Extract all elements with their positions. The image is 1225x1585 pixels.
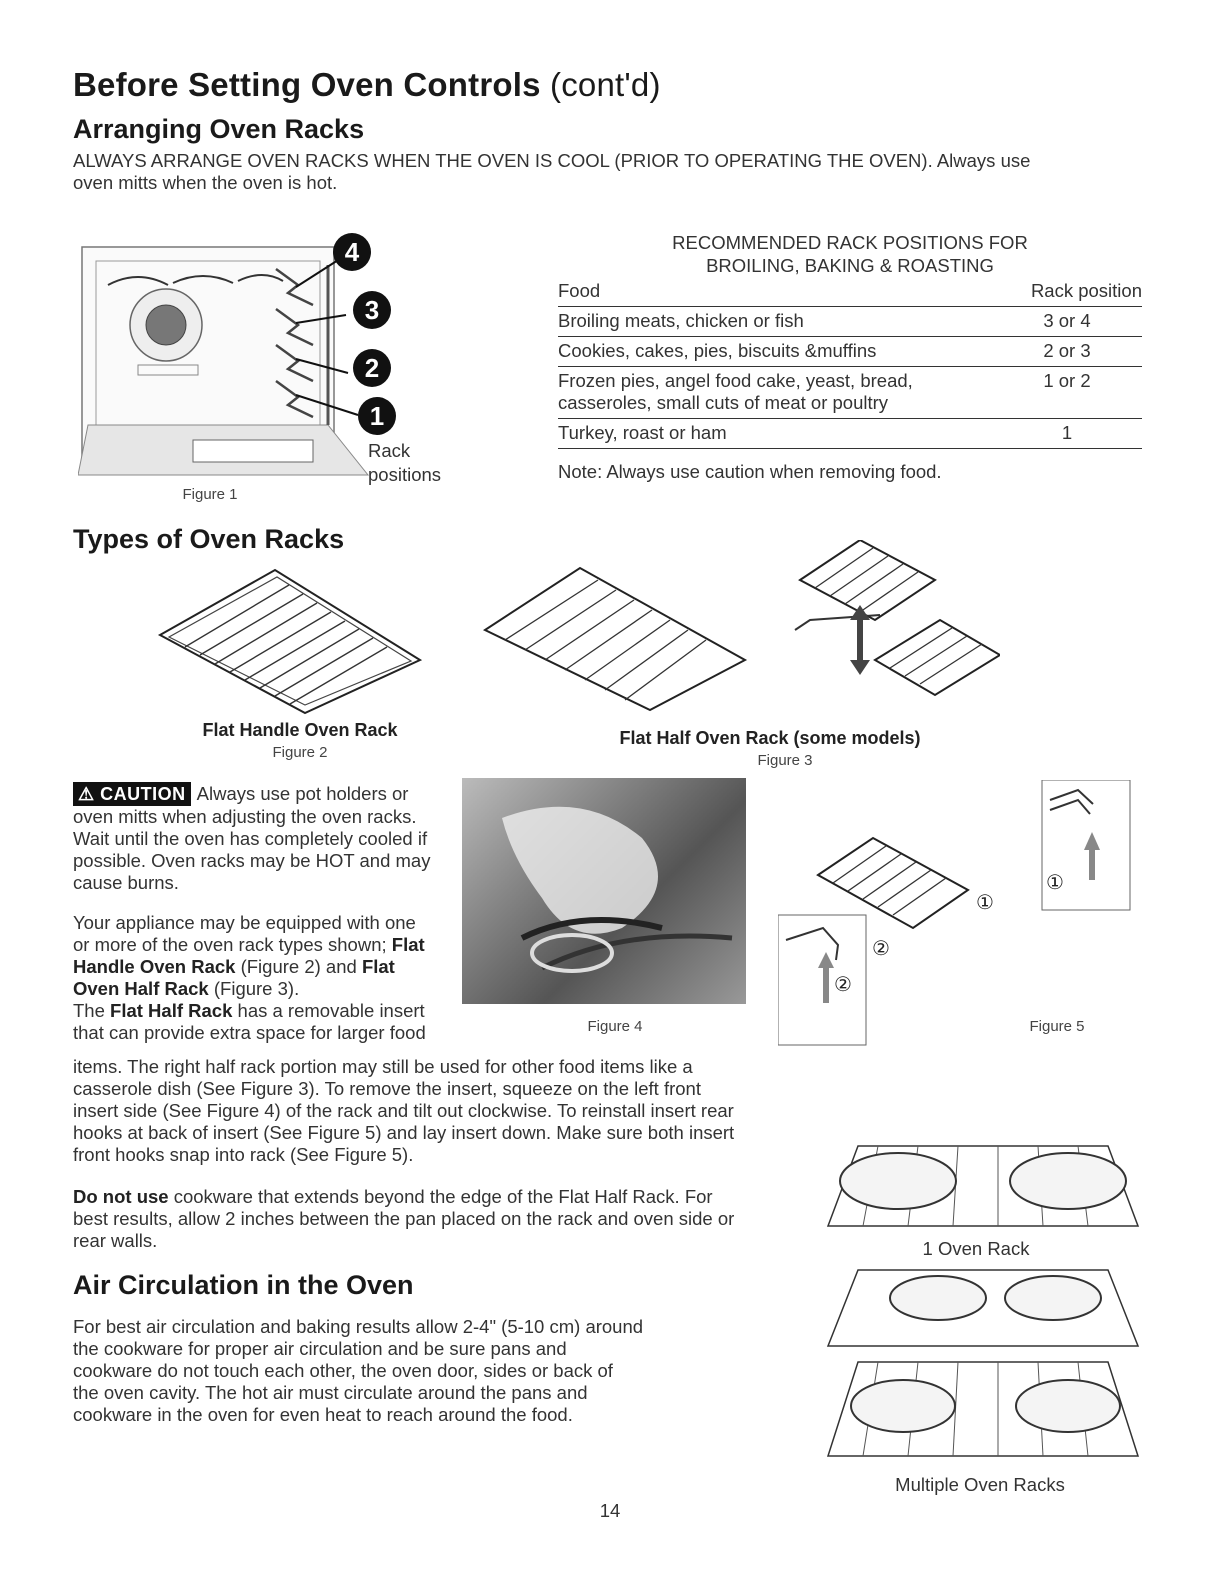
rack-marker-1: 1 bbox=[358, 397, 396, 435]
figure3-caption: Figure 3 bbox=[757, 752, 813, 769]
do-not-use-line: best results, allow 2 inches between the pan placed on the rack and oven side or bbox=[73, 1208, 735, 1229]
table-row bbox=[558, 419, 1142, 449]
caution-text: Always use pot holders or bbox=[196, 783, 409, 804]
rack-marker-3: 3 bbox=[353, 291, 391, 329]
caution-badge-text: CAUTION bbox=[100, 784, 186, 804]
photo-drawing bbox=[462, 778, 746, 1004]
table-row bbox=[558, 337, 1142, 367]
half-rack-line: front hooks snap into rack (See Figure 5). bbox=[73, 1144, 414, 1165]
page-number: 14 bbox=[599, 1500, 621, 1521]
table-cell-position: 1 or 2 bbox=[992, 367, 1142, 419]
table-cell-food: Cookies, cakes, pies, biscuits &muffins bbox=[558, 337, 992, 367]
title-suffix: (cont'd) bbox=[550, 66, 661, 103]
half-rack-paragraph bbox=[73, 1056, 833, 1166]
equipped-text: or more of the oven rack types shown; bbox=[73, 934, 387, 955]
equipped-text: (Figure 3). bbox=[213, 978, 300, 999]
figure4-photo-hand-removing-insert bbox=[462, 778, 746, 1004]
do-not-use-paragraph bbox=[73, 1186, 833, 1252]
equipped-bold: Flat bbox=[391, 934, 425, 955]
rack-label-line: positions bbox=[368, 464, 442, 485]
half-rack-text: has a removable insert bbox=[237, 1000, 425, 1021]
do-not-use-bold: Do not use bbox=[73, 1186, 169, 1207]
half-rack-line: hooks at back of insert (See Figure 5) and lay insert down. Make sure both insert bbox=[73, 1122, 735, 1143]
marker-1: ① bbox=[976, 892, 994, 914]
do-not-use-line: rear walls. bbox=[73, 1230, 158, 1251]
caution-line: possible. Oven racks may be HOT and may bbox=[73, 850, 431, 871]
equipped-line bbox=[73, 978, 473, 1000]
half-rack-line: insert side (See Figure 4) of the rack and tilt out clockwise. To reinstall insert rear bbox=[73, 1100, 734, 1121]
intro-line: oven mitts when the oven is hot. bbox=[73, 172, 338, 193]
equipped-paragraph bbox=[73, 912, 473, 1044]
arranging-heading: Arranging Oven Racks bbox=[73, 114, 365, 144]
air-line: For best air circulation and baking results allow 2-4" (5-10 cm) around bbox=[73, 1316, 644, 1337]
intro-line: ALWAYS ARRANGE OVEN RACKS WHEN THE OVEN IS COOL (PRIOR TO OPERATING THE OVEN). Always use bbox=[73, 150, 1031, 171]
table-cell-food: Turkey, roast or ham bbox=[558, 419, 992, 449]
figure3-title: Flat Half Oven Rack (some models) bbox=[619, 728, 921, 748]
multi-rack-drawing bbox=[818, 1266, 1148, 1462]
table-cell-food-line: Frozen pies, angel food cake, yeast, bread, bbox=[558, 370, 913, 391]
section-heading-types bbox=[73, 524, 344, 555]
section-heading-arranging bbox=[73, 114, 364, 145]
insert-hooks-drawing bbox=[778, 780, 1138, 1048]
air-paragraph bbox=[73, 1316, 773, 1426]
section-heading-air bbox=[73, 1270, 414, 1301]
figure5-caption: Figure 5 bbox=[1029, 1018, 1085, 1035]
equipped-line: Your appliance may be equipped with one bbox=[73, 912, 416, 933]
rack-label-line: Rack bbox=[368, 440, 411, 461]
figure4-caption: Figure 4 bbox=[587, 1018, 643, 1035]
rack-marker-4: 4 bbox=[333, 233, 371, 271]
table-title-line: RECOMMENDED RACK POSITIONS FOR bbox=[672, 232, 1028, 253]
equipped-text: (Figure 2) and bbox=[240, 956, 357, 977]
table-cell-food: Broiling meats, chicken or fish bbox=[558, 307, 992, 337]
half-rack-first-line bbox=[73, 1000, 473, 1022]
one-rack-drawing bbox=[818, 1136, 1148, 1236]
caution-line: Wait until the oven has completely cooled if bbox=[73, 828, 428, 849]
table-header-position: Rack position bbox=[1030, 280, 1142, 301]
equipped-line bbox=[73, 956, 473, 978]
half-rack-line: casserole dish (See Figure 3). To remove the insert, squeeze on the left front bbox=[73, 1078, 701, 1099]
air-line: cookware do not touch each other, the oven door, sides or back of bbox=[73, 1360, 613, 1381]
table-row bbox=[558, 307, 1142, 337]
air-line: cookware in the oven for even heat to reach around the food. bbox=[73, 1404, 573, 1425]
table-note: Note: Always use caution when removing food. bbox=[558, 461, 942, 482]
half-rack-line: that can provide extra space for larger food bbox=[73, 1022, 426, 1043]
half-rack-drawing bbox=[480, 540, 1000, 720]
half-rack-bold: Flat Half Rack bbox=[110, 1000, 233, 1021]
do-not-use-text: cookware that extends beyond the edge of the Flat Half Rack. For bbox=[173, 1186, 713, 1207]
table-cell-position: 3 or 4 bbox=[992, 307, 1142, 337]
one-rack-caption: 1 Oven Rack bbox=[922, 1238, 1030, 1259]
rack-positions-table-block bbox=[558, 231, 1142, 483]
equipped-line bbox=[73, 934, 473, 956]
equipped-bold: Oven Half Rack bbox=[73, 978, 209, 999]
arranging-intro bbox=[73, 150, 1153, 194]
title-text: Before Setting Oven Controls bbox=[73, 66, 541, 103]
rack-positions-label bbox=[368, 439, 441, 487]
half-rack-line: items. The right half rack portion may still be used for other food items like a bbox=[73, 1056, 693, 1077]
table-cell-food bbox=[558, 367, 992, 419]
types-heading: Types of Oven Racks bbox=[73, 524, 345, 554]
multiple-racks-caption: Multiple Oven Racks bbox=[895, 1474, 1065, 1495]
table-cell-position: 1 bbox=[992, 419, 1142, 449]
rack-marker-2: 2 bbox=[353, 349, 391, 387]
figure2-flat-handle-rack bbox=[155, 565, 425, 715]
table-title-line: BROILING, BAKING & ROASTING bbox=[706, 255, 994, 276]
caution-line: oven mitts when adjusting the oven racks. bbox=[73, 806, 417, 827]
caution-block bbox=[73, 782, 473, 894]
multiple-racks-pans-illustration bbox=[818, 1266, 1148, 1462]
figure3-half-rack bbox=[480, 540, 1000, 720]
equipped-bold: Flat bbox=[361, 956, 395, 977]
figure5-insert-hooks bbox=[778, 780, 1138, 1048]
caution-badge: ⚠ CAUTION bbox=[73, 782, 191, 806]
table-header-food: Food bbox=[558, 280, 601, 301]
rack-positions-table bbox=[558, 277, 1142, 449]
half-rack-text: The bbox=[73, 1000, 105, 1021]
table-header-row bbox=[558, 277, 1142, 307]
table-row bbox=[558, 367, 1142, 419]
flat-rack-drawing bbox=[155, 565, 425, 715]
marker-2: ② bbox=[872, 938, 890, 960]
one-rack-pans-illustration bbox=[818, 1136, 1148, 1236]
caution-line: cause burns. bbox=[73, 872, 179, 893]
figure1-caption: Figure 1 bbox=[182, 486, 238, 503]
air-heading: Air Circulation in the Oven bbox=[73, 1270, 414, 1300]
table-title bbox=[558, 231, 1142, 277]
page-title bbox=[73, 66, 661, 104]
figure2-caption: Figure 2 bbox=[272, 744, 328, 761]
air-line: the cookware for proper air circulation and be sure pans and bbox=[73, 1338, 567, 1359]
table-cell-food-line: casseroles, small cuts of meat or poultry bbox=[558, 392, 889, 413]
do-not-use-line bbox=[73, 1186, 833, 1208]
figure2-title: Flat Handle Oven Rack bbox=[202, 720, 398, 740]
table-cell-position: 2 or 3 bbox=[992, 337, 1142, 367]
marker-2-inset: ② bbox=[834, 974, 852, 996]
marker-1-inset: ① bbox=[1046, 872, 1064, 894]
air-line: the oven cavity. The hot air must circulate around the pans and bbox=[73, 1382, 588, 1403]
equipped-bold: Handle Oven Rack bbox=[73, 956, 236, 977]
caution-first-line bbox=[73, 782, 473, 806]
